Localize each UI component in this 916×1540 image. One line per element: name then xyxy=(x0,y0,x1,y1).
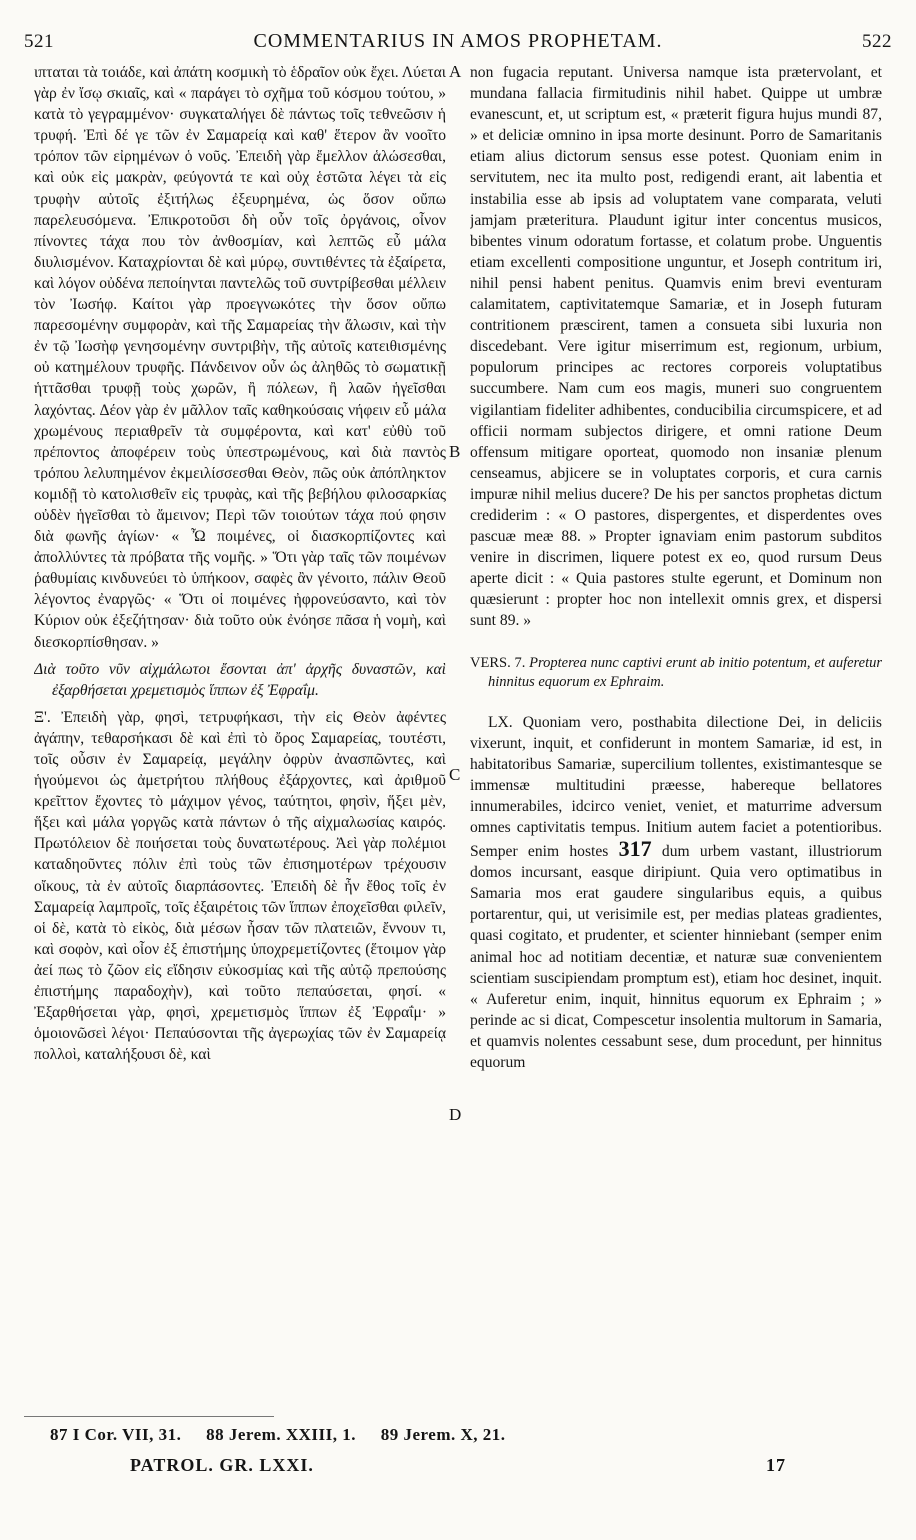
latin-column xyxy=(470,62,882,1432)
signature-label: PATROL. GR. LXXI. xyxy=(130,1455,314,1475)
verse-text: Propterea nunc captivi erunt ab initio potentum, et auferetur hinnitus equorum ex Ephraim. xyxy=(488,654,882,690)
footnote-87: 87 I Cor. VII, 31. xyxy=(50,1425,182,1444)
footnote-separator xyxy=(24,1416,274,1417)
running-title: COMMENTARIUS IN AMOS PROPHETAM. xyxy=(253,30,663,52)
greek-paragraph-2: Ξ'. Ἐπειδὴ γὰρ, φησὶ, τετρυφήκασι, τὴν εἰς Θεὸν ἀφέντες ἀγάπην, τεθαρσήκασι δὲ καὶ ἐπὶ τὸ ὄρος Σαμαρείας, τουτέστι, τοῖς οὖσιν ἐν Σαμαρείᾳ, μεγάλην ὀφρὺν ἀνασπῶντες, καὶ ἡγούμενοι ὡς ἀμετρήτου πλήθους ἐξάρχοντες, καὶ ἀριθμοῦ κρεῖττον ἔχοντες τὸ μάχιμον γένος, ταύτητοι, φησὶν, ἥξει μὲν, ἥξει καὶ μάλα γοργῶς κατὰ πάντων ὁ τῆς αἰχμαλωσίας καιρός. Πρωτόλειον δὲ ποιήσεται τοὺς δυνατωτέρους. Ἀεὶ γὰρ πολέμιοι καταδηοῦντες πόλιν ἐπὶ τοὺς τῶν ἐπισημοτέρων τρέχουσιν οἴκους, τὰ ἐν αὐτοῖς διαρπάσοντες. Ἐπειδὴ δὲ ἦν ἔθος τοῖς ἐν Σαμαρείᾳ λαμπροῖς, τοῖς ἐξαιρέτοις τῶν ἵππων ἐποχεῖσθαι φιλεῖν, οἱ δὲ, κατὰ τὸ εἰκὸς, διὰ μέσων ἦσαν τῶν πλατειῶν, ἔννουν τι, καὶ σοφὸν, καὶ οἷον ἐξ ἐπιστήμης ὑποχρεμετίζοντες (ἕτοιμον γὰρ ἀεί πως τὸ ζῶον εἰς εἴδησιν εὐκοσμίας καὶ τῆς αὐτῷ πρεπούσης ἐπιστήμης παραδοχὴν), καὶ τοῦτο πεπαύσεται, φησί. « Ἐξαρθήσεται γὰρ, φησὶ, χρεμετισμὸς ἵππων ἐξ Ἐφραΐμ· » ὁμοιονῶσεὶ λέγοι· Πεπαύσονται τῆς ἀγερωχίας τῶν ἐν Σαμαρείᾳ πολλοὶ, καταλήξουσι δὲ, καὶ xyxy=(34,708,446,1064)
running-header xyxy=(24,30,892,56)
latin-verse-heading xyxy=(470,654,882,692)
margin-marker-a: A xyxy=(449,62,462,81)
margin-marker-b: B xyxy=(449,442,461,461)
latin-paragraph-2 xyxy=(470,712,882,1074)
greek-verse-caption: Διὰ τοῦτο νῦν αἰχμάλωτοι ἔσονται ἀπ' ἀρχῆς δυναστῶν, καὶ ἐξαρθήσεται χρεμετισμὸς ἵππων ἐξ Ἐφραΐμ. xyxy=(34,660,446,699)
footnotes xyxy=(50,1425,526,1445)
column-number: 317 xyxy=(618,836,652,862)
page-number-right: 522 xyxy=(862,31,892,52)
margin-marker-c: C xyxy=(449,765,461,784)
margin-marker-d: D xyxy=(449,1105,462,1124)
section-number: LX. xyxy=(488,713,513,731)
latin-paragraph-2-part-a: Quoniam vero, posthabita dilectione Dei, in deliciis vixerunt, inquit, et confiderunt in montem Samariæ, id est, in habitatoribus Samariæ, supercilium tollentes, existimantesque se immensæ multitudini præesse, habereque bellatores innumerabiles, idcirco veniet, veniet, et maturrime adversum omnes captivitatis tempus. Initium autem faciet a potentioribus. Semper enim hostes xyxy=(470,713,882,861)
latin-paragraph-1: non fugacia reputant. Universa namque ista prætervolant, et mundana fallacia firmitudinis nihil habet. Quippe ut umbræ evanescunt, et, ut scriptum est, « præterit figura hujus mundi 87, » et deliciæ omnino in ipsa morte desinunt. Porro de Samaritanis etiam alius dictorum sensus esse potest. Quoniam enim in servitutem, nec ita multo post, redigendi erant, ait labentia et instabilia esse ab ipsis ad voluptatem vane comparata, veluti jamjam præteritura. Plaudunt igitur inter concentus musicos, bibentes vinum odoratum fortasse, et colatum probe. Unguentis etiam excellenti compositione unguntur, et Joseph contritum iri, nihil pensi habent penitus. Quamvis enim brevi eventuram calamitatem, captivitatemque Samariæ, et in Joseph futuram contritionem præscirent, tamen a consueta sibi luxuria non discedebant. Vere igitur miserrimum est, regionum, urbium, populorum principes ac rectores corporeis voluptatibus succumbere. Nam cum eos magis, muneri suo congruentem vigilantiam fideliter adhibentes, conducibilia circumspicere, et ad officii normam subjectos dirigere, et omni ratione Deum offensum mitigare oporteat, quomodo non insaniæ plenum censeamus, abjicere se in voluptates corporis, et cura carnis impuræ nihil melius ducere? De his per sanctos prophetas dictum crediderim : « O pastores, dispergentes, et disperdentes oves pascuæ meæ 88. » Propter ignaviam enim pastorum subditos venire in discrimen, liquere potest ex eo, quod rursum Deus aperte dicit : « Quia pastores stulte egerunt, et Dominum non quæsierunt : propter hoc non intellexit omnis grex, et dispersi sunt 89. » xyxy=(470,64,882,630)
footnote-89: 89 Jerem. X, 21. xyxy=(380,1425,506,1444)
signature-number: 17 xyxy=(766,1455,786,1475)
footnote-88: 88 Jerem. XXIII, 1. xyxy=(206,1425,356,1444)
latin-paragraph-2-part-b: dum urbem vastant, illustriorum domos incursant, easque diripiunt. Quia vero optimatibus in Samaria mos erat gaudere singularibus equis, a quibus portarentur, qui, ut verisimile est, per medias plateas gradientes, quasi cogitato, et prudenter, et scienter hinniebant (semper enim animal hoc ad notitiam decentiæ, et naturæ suæ convenientem scientiam suscipiendam promptum est), etiam hoc desinet, inquit. « Auferetur enim, inquit, hinnitus equorum ex Ephraim ; » perinde ac si dicat, Compescetur insolentia multorum in Samaria, et quamvis nolentes cessabunt sese, dum procedunt, per hinnitus equorum xyxy=(470,843,882,1072)
page-number-left: 521 xyxy=(24,31,54,52)
greek-paragraph-1: ιπταται τὰ τοιάδε, καὶ ἀπάτη κοσμικὴ τὸ ἑδραῖον οὐκ ἔχει. Λύεται γὰρ ἐν ἴσῳ σκιαῖς, καὶ « παράγει τὸ σχῆμα τοῦ κόσμου τούτου, » κατὰ τὸ γεγραμμένον· συγκαταλήγει δὲ πάντως τοῖς τεθνεῶσιν ἡ τρυφή. Ἐπὶ δέ γε τῶν ἐν Σαμαρείᾳ καὶ καθ' ἕτερον ἂν νοοῖτο τρόπον τῶν εἰρημένων ὁ νοῦς. Ἐπειδὴ γὰρ ἔμελλον ἁλώσεσθαι, καὶ οὐκ εἰς μακρὰν, φεύγοντά τε καὶ οὐχ ἑστῶτα λέγει τὰ εἰς τρυφὴν αὐτοῖς ἐξιτήλως ἐξευρημένα, ὡς ὅσον οὔπω παρελευσόμενα. Ἐπικροτοῦσι δὴ οὖν τοῖς ὀργάνοις, οἶνον πίνοντες τάχα που τὸν ἀνθοσμίαν, καὶ λεπτῶς εὖ μάλα διυλισμένον. Καταχρίονται δὲ καὶ μύρῳ, συντιθέντες τὰ ἐξαίρετα, καὶ λόγον οὐδένα πεποίηνται παντελῶς τοῦ συντρίβεσθαι μέλλειν τὸν Ἰωσήφ. Καίτοι γὰρ προεγνωκότες τὴν ὅσον οὔπω παρεσομένην συμφορὰν, καὶ τῆς Σαμαρείας τὴν ἅλωσιν, καὶ τὴν ἐν τῷ Ἰωσὴφ γενησομένην συντριβὴν, τῆς αὐτοῖς κατειθισμένης οὐ κατημέλουν τρυφῆς. Πάνδεινον οὖν ὡς ἀληθῶς τὸ σωματικῇ ἡττᾶσθαι τρυφῇ τοὺς χωρῶν, ἢ πόλεων, ἢ λαῶν ἡγεῖσθαι λαχόντας. Δέον γὰρ ἐν μᾶλλον ταῖς καθηκούσαις νήφειν εὖ μάλα χρωμένους περιαθρεῖν τὰ συμφέροντα, καὶ κατ' εὐθὺ τοῦ πρέποντος ἀποφέρειν τοὺς ὑπεστρωμένους, καὶ διὰ παντὸς τρόπου λελυπημένον ἐκμειλίσσεσθαι Θεὸν, πῶς οὐκ ἀπόπληκτον κομιδῇ τὸ κατολισθεῖν εἰς τρυφὰς, καὶ τῆς βεβήλου φιλοσαρκίας οὐδὲν ἡγεῖσθαι τὸ ἄμεινον; Περὶ τῶν τοιούτων τάχα πού φησιν διὰ φωνῆς ἁγίων· « Ὦ ποιμένες, οἱ διασκορπίζοντες καὶ ἀπολλύντες τὰ πρόβατα τῆς νομῆς. » Ὅτι γὰρ ταῖς τῶν ποιμένων ῥαθυμίαις κινδυνεύει τὸ ὑπήκοον, σαφὲς ἂν γένοιτο, πάλιν Θεοῦ λέγοντος ἐναργῶς· « Ὅτι οἱ ποιμένες ἠφρονεύσαντο, καὶ τὸν Κύριον οὐκ ἐξεζήτησαν· διὰ τοῦτο οὐκ ἐνόησε πᾶσα ἡ νομὴ, καὶ διεσκορπίσθησαν. » xyxy=(34,64,446,651)
verse-label: VERS. 7. xyxy=(470,654,526,671)
greek-column xyxy=(34,62,446,1432)
page-footer xyxy=(130,1455,786,1476)
